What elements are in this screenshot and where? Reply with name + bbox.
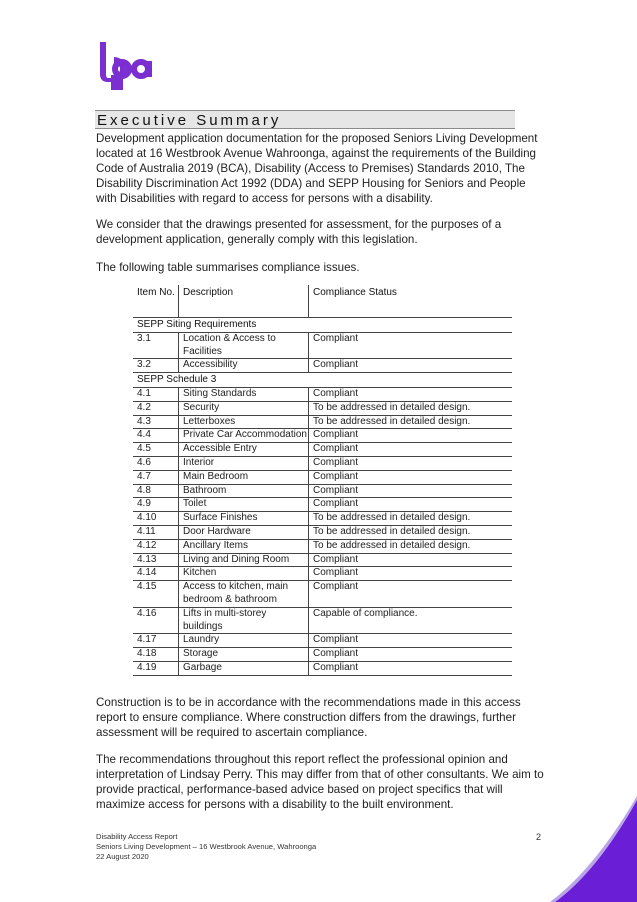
table-row [133, 661, 512, 675]
cell-item-no: 4.10 [133, 512, 179, 526]
table-row [133, 498, 512, 512]
cell-item-no: 4.7 [133, 470, 179, 484]
cell-item-no: 4.16 [133, 607, 179, 634]
intro-paragraph: Development application documentation for the proposed Seniors Living Development located at 16 Westbrook Avenue Wahroonga, against the requirements of the Building Code of Australia 2019 (BCA), Disability (Access to Premises) Standards 2010, The Disability Discrimination Act 1992 (DDA) and SEPP Housing for Seniors and People with Disabilities with regard to access for persons with a disability. [96, 132, 538, 205]
cell-item-no: 4.2 [133, 401, 179, 415]
cell-item-no: 4.17 [133, 634, 179, 648]
header-description: Description [179, 285, 309, 318]
cell-description: Access to kitchen, main bedroom & bathroom [179, 581, 309, 608]
cell-compliance-status: Compliant [309, 498, 513, 512]
compliance-table [133, 285, 512, 676]
table-row [133, 581, 512, 608]
cell-item-no: 4.15 [133, 581, 179, 608]
table-row [133, 456, 512, 470]
cell-description: Kitchen [179, 567, 309, 581]
table-row [133, 634, 512, 648]
cell-description: Accessible Entry [179, 443, 309, 457]
cell-description: Living and Dining Room [179, 553, 309, 567]
table-row [133, 567, 512, 581]
cell-description: Toilet [179, 498, 309, 512]
recommendations-paragraph: The recommendations throughout this report reflect the professional opinion and interpretation of Lindsay Perry. This may differ from that of other consultants. We aim to provide practical, performance-based advice based on project specifics that will maximize access for persons with a disability to the built environment. [96, 753, 544, 811]
cell-compliance-status: Compliant [309, 443, 513, 457]
cell-compliance-status: Compliant [309, 634, 513, 648]
table-header-row [133, 285, 512, 318]
footer-date: 22 August 2020 [96, 852, 149, 861]
table-row [133, 387, 512, 401]
cell-compliance-status: Compliant [309, 484, 513, 498]
table-section-row [133, 373, 512, 388]
cell-description: Main Bedroom [179, 470, 309, 484]
cell-item-no: 4.11 [133, 525, 179, 539]
page-number: 2 [536, 832, 542, 842]
cell-compliance-status: Compliant [309, 661, 513, 675]
cell-description: Lifts in multi-storey buildings [179, 607, 309, 634]
table-row [133, 553, 512, 567]
cell-description: Door Hardware [179, 525, 309, 539]
table-row [133, 470, 512, 484]
table-row [133, 525, 512, 539]
cell-compliance-status: Capable of compliance. [309, 607, 513, 634]
cell-item-no: 4.8 [133, 484, 179, 498]
table-row [133, 429, 512, 443]
cell-item-no: 4.6 [133, 456, 179, 470]
table-intro-paragraph: The following table summarises compliance issues. [96, 261, 360, 274]
cell-compliance-status: Compliant [309, 553, 513, 567]
cell-compliance-status: Compliant [309, 470, 513, 484]
table-section-row [133, 318, 512, 333]
section-title: SEPP Schedule 3 [133, 373, 512, 388]
cell-compliance-status: To be addressed in detailed design. [309, 525, 513, 539]
cell-compliance-status: Compliant [309, 567, 513, 581]
table-row [133, 648, 512, 662]
cell-compliance-status: Compliant [309, 648, 513, 662]
table-row [133, 443, 512, 457]
table-row [133, 401, 512, 415]
cell-description: Letterboxes [179, 415, 309, 429]
cell-compliance-status: To be addressed in detailed design. [309, 539, 513, 553]
table-row [133, 332, 512, 359]
cell-item-no: 4.9 [133, 498, 179, 512]
cell-compliance-status: To be addressed in detailed design. [309, 401, 513, 415]
cell-item-no: 4.18 [133, 648, 179, 662]
table-row [133, 359, 512, 373]
section-heading: Executive Summary [95, 110, 515, 129]
cell-compliance-status: Compliant [309, 359, 513, 373]
cell-item-no: 4.13 [133, 553, 179, 567]
table-row [133, 484, 512, 498]
cell-item-no: 3.1 [133, 332, 179, 359]
cell-description: Accessibility [179, 359, 309, 373]
cell-description: Garbage [179, 661, 309, 675]
cell-compliance-status: Compliant [309, 429, 513, 443]
cell-description: Storage [179, 648, 309, 662]
cell-compliance-status: To be addressed in detailed design. [309, 512, 513, 526]
cell-item-no: 4.19 [133, 661, 179, 675]
cell-item-no: 4.14 [133, 567, 179, 581]
cell-description: Siting Standards [179, 387, 309, 401]
footer-report-title: Disability Access Report [96, 832, 178, 841]
cell-item-no: 4.5 [133, 443, 179, 457]
consider-paragraph: We consider that the drawings presented for assessment, for the purposes of a development application, generally comply with this legislation. [96, 218, 502, 246]
cell-item-no: 4.4 [133, 429, 179, 443]
table-body [133, 318, 512, 676]
header-item-no: Item No. [133, 285, 179, 318]
cell-description: Location & Access to Facilities [179, 332, 309, 359]
cell-compliance-status: Compliant [309, 387, 513, 401]
cell-description: Laundry [179, 634, 309, 648]
footer-project: Seniors Living Development – 16 Westbrook Avenue, Wahroonga [96, 842, 317, 851]
table-row [133, 512, 512, 526]
page-footer [96, 832, 316, 862]
cell-item-no: 4.12 [133, 539, 179, 553]
company-logo [98, 42, 154, 90]
cell-description: Security [179, 401, 309, 415]
table-row [133, 539, 512, 553]
cell-item-no: 4.3 [133, 415, 179, 429]
header-compliance-status: Compliance Status [309, 285, 513, 318]
section-title: SEPP Siting Requirements [133, 318, 512, 333]
cell-compliance-status: Compliant [309, 581, 513, 608]
cell-description: Interior [179, 456, 309, 470]
cell-item-no: 4.1 [133, 387, 179, 401]
cell-compliance-status: Compliant [309, 456, 513, 470]
table-row [133, 415, 512, 429]
construction-paragraph: Construction is to be in accordance with the recommendations made in this access report to ensure compliance. Where construction differs from the drawings, further assessment will be required to ascertain compliance. [96, 696, 521, 739]
cell-compliance-status: Compliant [309, 332, 513, 359]
cell-description: Ancillary Items [179, 539, 309, 553]
cell-description: Surface Finishes [179, 512, 309, 526]
cell-item-no: 3.2 [133, 359, 179, 373]
cell-description: Bathroom [179, 484, 309, 498]
table-row [133, 607, 512, 634]
cell-description: Private Car Accommodation [179, 429, 309, 443]
cell-compliance-status: To be addressed in detailed design. [309, 415, 513, 429]
